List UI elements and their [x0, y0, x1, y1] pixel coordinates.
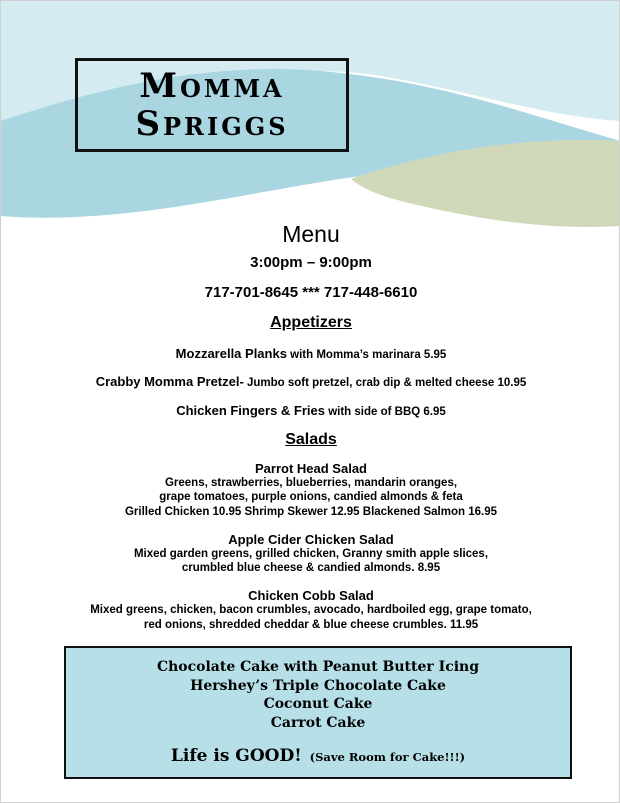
- salad-name: Chicken Cobb Salad: [248, 588, 374, 603]
- dessert-item: Carrot Cake: [270, 714, 366, 731]
- salad-description: crumbled blue cheese & candied almonds. 8.95: [181, 562, 441, 574]
- salad-prices: Grilled Chicken 10.95 Shrimp Skewer 12.95 Blackened Salmon 16.95: [124, 506, 497, 518]
- salad-description: grape tomatoes, purple onions, candied almonds & feta: [159, 491, 463, 503]
- salads-heading: Salads: [285, 431, 337, 448]
- appetizer-desc: with Momma’s marinara 5.95: [286, 349, 447, 361]
- appetizer-name: Chicken Fingers & Fries: [176, 403, 326, 418]
- hours: 3:00pm – 9:00pm: [250, 254, 372, 271]
- menu-title: Menu: [282, 221, 340, 247]
- salad-description: Mixed garden greens, grilled chicken, Granny smith apple slices,: [133, 548, 489, 560]
- appetizer-item: [1, 374, 620, 389]
- dessert-box: [64, 646, 572, 779]
- appetizer-name: Crabby Momma Pretzel-: [95, 374, 244, 389]
- appetizers-heading: Appetizers: [270, 314, 352, 331]
- tagline-note: (Save Room for Cake!!!): [309, 750, 466, 764]
- salad-name: Apple Cider Chicken Salad: [228, 532, 394, 547]
- appetizer-item: [1, 403, 620, 418]
- appetizer-item: [1, 346, 620, 361]
- restaurant-name-box: [75, 58, 349, 152]
- restaurant-name-line1: Momma: [139, 66, 285, 106]
- dessert-item: Hershey’s Triple Chocolate Cake: [190, 677, 446, 694]
- salad-description: Greens, strawberries, blueberries, mandarin oranges,: [164, 477, 458, 489]
- dessert-item: Chocolate Cake with Peanut Butter Icing: [156, 659, 480, 675]
- dessert-list: [66, 658, 570, 732]
- restaurant-name-line2: Spriggs: [135, 104, 289, 144]
- appetizer-name: Mozzarella Planks: [175, 346, 287, 361]
- phone-numbers: 717-701-8645 *** 717-448-6610: [204, 284, 418, 301]
- tagline: [66, 746, 570, 766]
- salad-description: Mixed greens, chicken, bacon crumbles, avocado, hardboiled egg, grape tomato,: [90, 604, 532, 616]
- salad-name: Parrot Head Salad: [255, 461, 367, 476]
- dessert-item: Coconut Cake: [263, 696, 373, 712]
- appetizer-desc: Jumbo soft pretzel, crab dip & melted cheese 10.95: [243, 377, 527, 389]
- tagline-main: Life is GOOD!: [170, 746, 302, 766]
- appetizer-desc: with side of BBQ 6.95: [325, 406, 446, 418]
- salad-description: red onions, shredded cheddar & blue cheese crumbles. 11.95: [143, 619, 479, 631]
